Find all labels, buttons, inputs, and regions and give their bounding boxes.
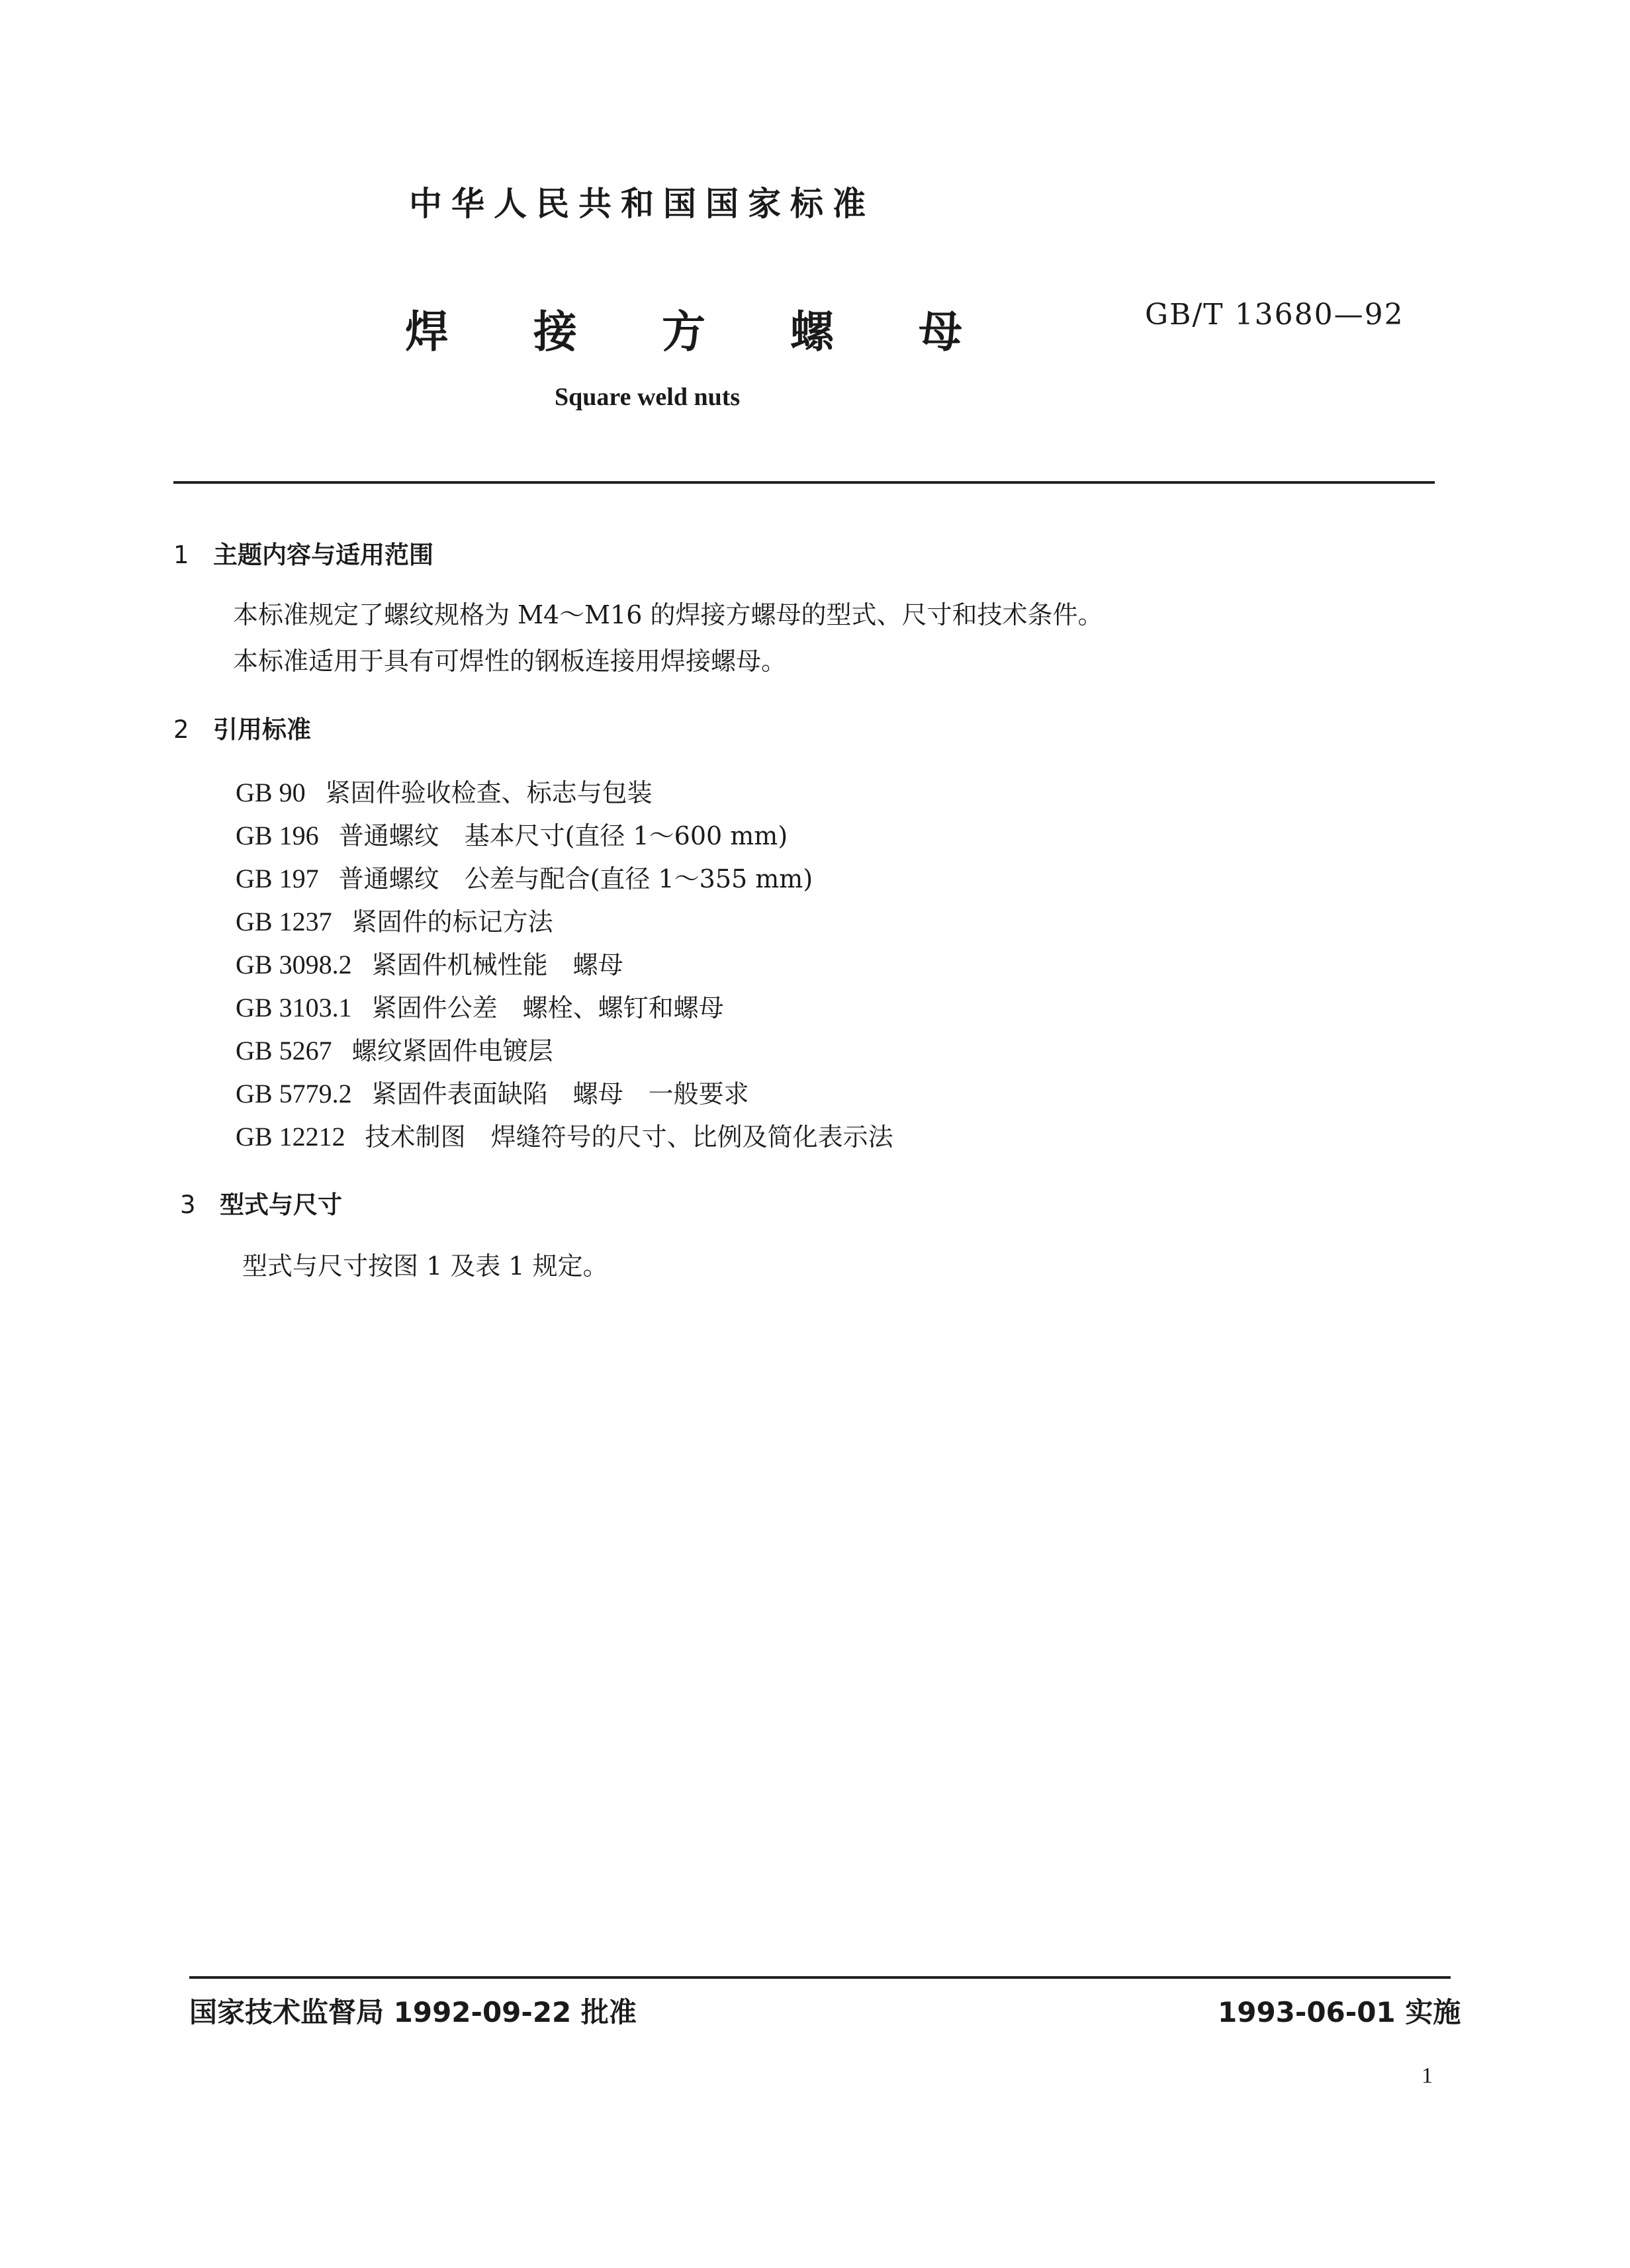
reference-title: 普通螺纹 公差与配合(直径 1～355 mm) — [338, 864, 813, 893]
section-3-paragraph: 型式与尺寸按图 1 及表 1 规定。 — [242, 1251, 608, 1281]
reference-code: GB 1237 — [236, 907, 332, 936]
reference-code: GB 196 — [236, 821, 319, 850]
reference-code: GB 197 — [236, 864, 319, 893]
reference-title: 螺纹紧固件电镀层 — [351, 1036, 553, 1066]
footer-divider — [189, 1976, 1451, 1979]
reference-title: 紧固件的标记方法 — [351, 907, 553, 936]
reference-code: GB 3098.2 — [236, 950, 352, 979]
standard-code: GB/T 13680—92 — [1145, 298, 1404, 332]
reference-item — [236, 1116, 893, 1153]
reference-code: GB 5779.2 — [236, 1079, 352, 1109]
reference-title: 紧固件验收检查、标志与包装 — [325, 778, 653, 807]
section-3-heading — [180, 1185, 342, 1220]
document-title-chinese: 焊接方螺母 — [405, 306, 1047, 357]
section-1-heading — [173, 535, 433, 570]
document-title-english: Square weld nuts — [555, 383, 741, 411]
reference-item — [236, 987, 724, 1024]
section-1-number: 1 — [173, 541, 189, 569]
section-3-number: 3 — [180, 1191, 196, 1219]
reference-title: 普通螺纹 基本尺寸(直径 1～600 mm) — [338, 821, 788, 850]
section-1-paragraph: 本标准规定了螺纹规格为 M4～M16 的焊接方螺母的型式、尺寸和技术条件。 — [233, 600, 1103, 629]
reference-title: 紧固件表面缺陷 螺母 一般要求 — [371, 1079, 749, 1109]
reference-code: GB 90 — [236, 778, 306, 807]
reference-code: GB 3103.1 — [236, 993, 352, 1022]
reference-item — [236, 944, 623, 981]
reference-item — [236, 772, 653, 809]
reference-item — [236, 1030, 553, 1067]
header-divider — [173, 481, 1435, 484]
reference-title: 技术制图 焊缝符号的尺寸、比例及简化表示法 — [365, 1122, 893, 1152]
section-2-number: 2 — [173, 715, 189, 744]
reference-title: 紧固件公差 螺栓、螺钉和螺母 — [371, 993, 724, 1022]
section-1-title: 主题内容与适用范围 — [213, 541, 433, 569]
page-number: 1 — [1422, 2064, 1433, 2088]
section-3-title: 型式与尺寸 — [220, 1191, 342, 1219]
standard-organization: 中华人民共和国国家标准 — [409, 185, 875, 223]
reference-item — [236, 815, 788, 852]
effective-date: 1993-06-01 实施 — [1218, 1996, 1461, 2028]
section-2-title: 引用标准 — [213, 715, 311, 744]
section-2-heading — [173, 709, 311, 745]
reference-code: GB 5267 — [236, 1036, 332, 1066]
reference-item — [236, 1073, 749, 1110]
approval-statement: 国家技术监督局 1992-09-22 批准 — [189, 1996, 637, 2028]
reference-item — [236, 901, 553, 938]
section-1-paragraph: 本标准适用于具有可焊性的钢板连接用焊接螺母。 — [233, 647, 787, 676]
reference-code: GB 12212 — [236, 1122, 345, 1152]
reference-item — [236, 858, 813, 895]
reference-title: 紧固件机械性能 螺母 — [371, 950, 623, 979]
